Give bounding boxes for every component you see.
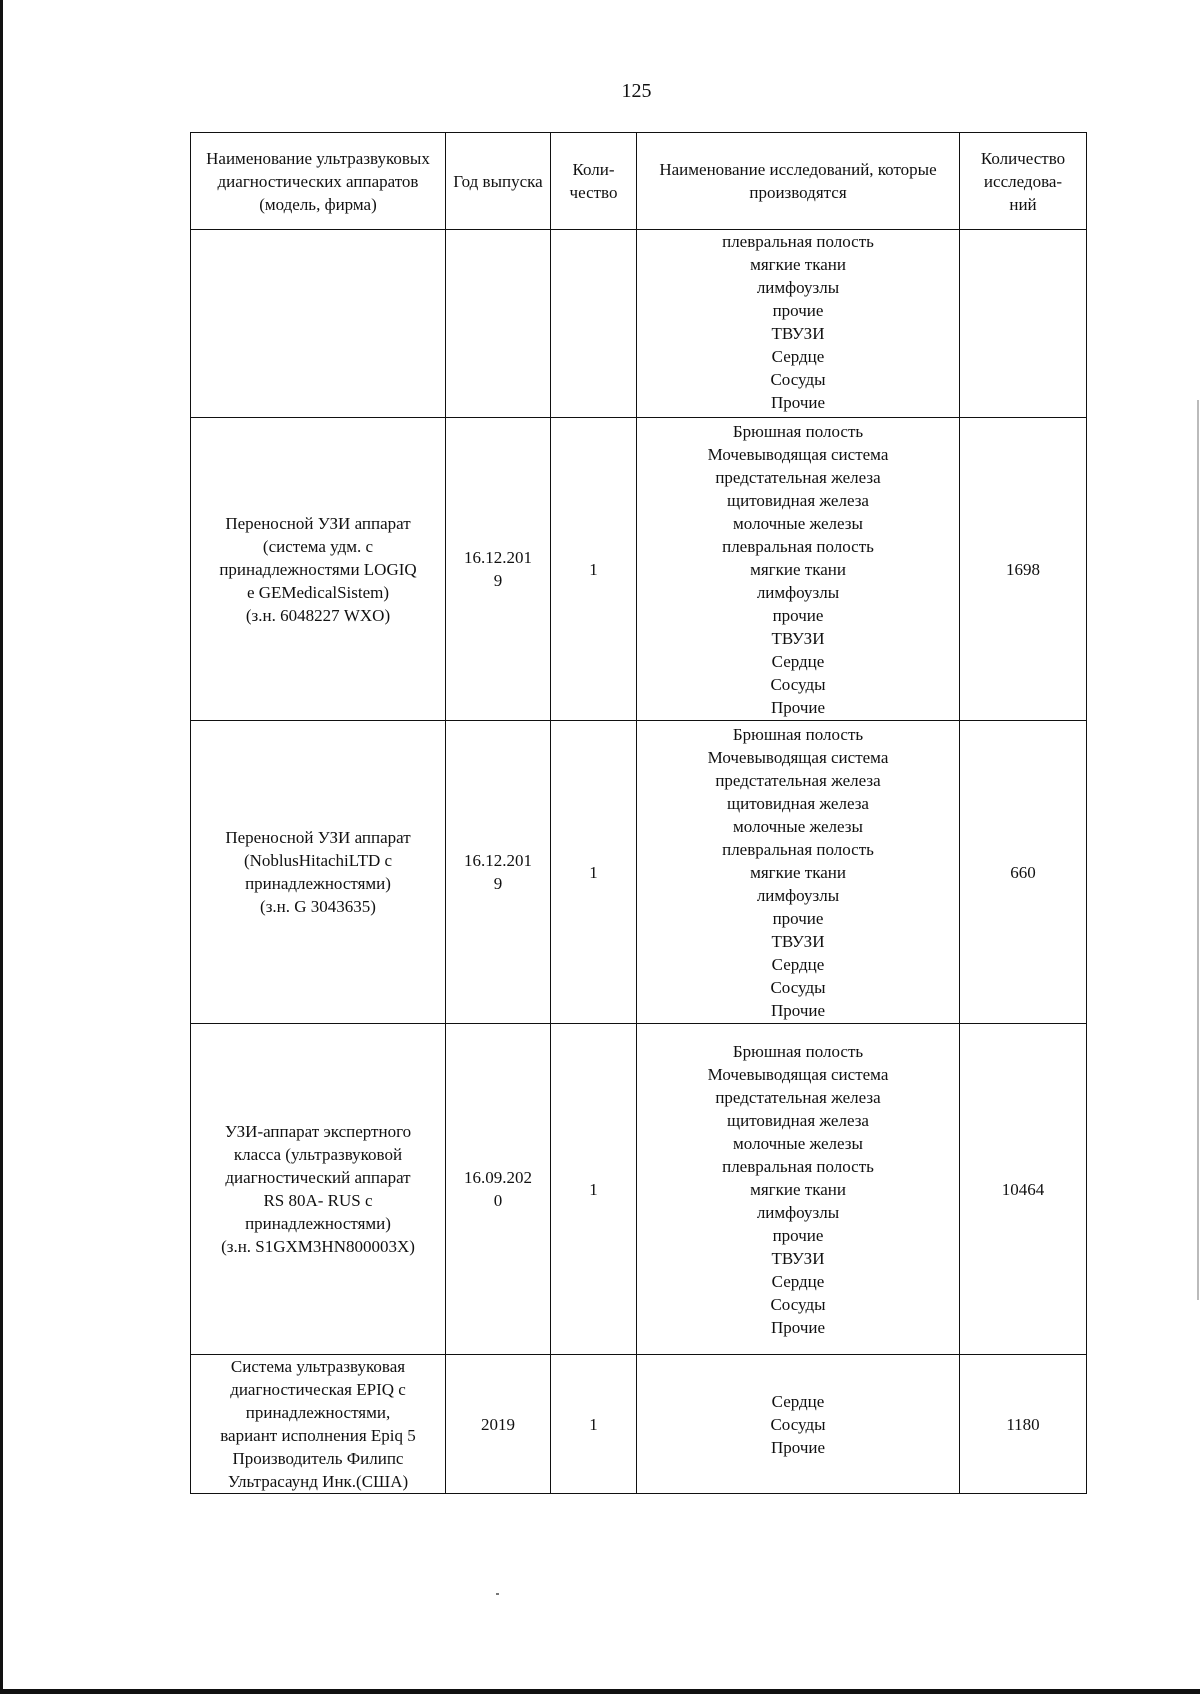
study-item: прочие — [772, 605, 824, 625]
study-item: ТВУЗИ — [771, 628, 825, 648]
study-item: Сосуды — [770, 674, 826, 694]
studies-cell — [637, 1355, 960, 1494]
header-quantity: Коли- чество — [551, 133, 637, 230]
study-item: Сердце — [771, 954, 825, 974]
device-name-cell — [191, 230, 446, 418]
study-item: лимфоузлы — [756, 278, 840, 297]
study-item: лимфоузлы — [756, 885, 840, 905]
study-item: плевральная полость — [722, 232, 874, 251]
study-item: Сердце — [771, 347, 825, 366]
study-item: Сосуды — [770, 370, 826, 389]
study-item: плевральная полость — [722, 536, 874, 556]
scan-border-right — [1197, 400, 1199, 1300]
studies-list — [641, 230, 955, 414]
table-row — [191, 1355, 1087, 1494]
quantity-cell: 1 — [551, 1024, 637, 1355]
device-name-cell: УЗИ-аппарат экспертного класса (ультразвуковой диагностический аппарат RS 80A- RUS с принадлежностями) (з.н. S1GXM3HN800003X) — [191, 1024, 446, 1355]
study-count-cell: 1698 — [960, 418, 1087, 721]
scan-border-left — [0, 0, 3, 1694]
study-count-cell: 1180 — [960, 1355, 1087, 1494]
table-header-row — [191, 133, 1087, 230]
study-item: молочные железы — [733, 1133, 863, 1153]
studies-cell — [637, 721, 960, 1024]
study-item: Прочие — [770, 393, 826, 412]
year-cell: 16.12.201 9 — [446, 721, 551, 1024]
study-item: мягкие ткани — [750, 1179, 846, 1199]
quantity-cell: 1 — [551, 721, 637, 1024]
year-cell: 2019 — [446, 1355, 551, 1494]
study-item: прочие — [772, 1225, 824, 1245]
study-item: плевральная полость — [722, 839, 874, 859]
study-item: молочные железы — [733, 816, 863, 836]
header-study-count: Количество исследова- ний — [960, 133, 1087, 230]
study-item: Мочевыводящая система — [707, 1064, 889, 1084]
device-name-cell: Переносной УЗИ аппарат (система удм. с принадлежностями LOGIQ e GEMedicalSistem) (з.н. 6048227 WXO) — [191, 418, 446, 721]
page-number: 125 — [621, 80, 652, 102]
study-item: щитовидная железа — [727, 490, 869, 510]
study-item: молочные железы — [733, 513, 863, 533]
study-item: Сердце — [771, 651, 825, 671]
equipment-table — [190, 132, 1087, 1494]
study-item: Прочие — [770, 1317, 826, 1337]
study-item: Сердце — [771, 1271, 825, 1291]
table-row — [191, 230, 1087, 418]
studies-list — [641, 1390, 955, 1459]
study-item: Брюшная полость — [732, 1041, 864, 1061]
study-item: Прочие — [770, 1000, 826, 1020]
studies-cell — [637, 230, 960, 418]
study-item: прочие — [772, 908, 824, 928]
study-item: предстательная железа — [715, 770, 881, 790]
study-item: щитовидная железа — [727, 1110, 869, 1130]
study-item: Сердце — [771, 1391, 825, 1411]
studies-list — [641, 723, 955, 1022]
study-count-cell: 10464 — [960, 1024, 1087, 1355]
study-item: щитовидная железа — [727, 793, 869, 813]
study-item: прочие — [772, 301, 824, 320]
study-item: Сосуды — [770, 1294, 826, 1314]
study-count-cell: 660 — [960, 721, 1087, 1024]
study-item: Сосуды — [770, 977, 826, 997]
study-item: мягкие ткани — [750, 862, 846, 882]
scan-speck — [496, 1593, 499, 1595]
study-item: плевральная полость — [722, 1156, 874, 1176]
study-count-cell — [960, 230, 1087, 418]
study-item: Брюшная полость — [732, 421, 864, 441]
device-name-cell: Система ультразвуковая диагностическая EPIQ с принадлежностями, вариант исполнения Epiq 5 Производитель Филипс Ультрасаунд Инк.(США) — [191, 1355, 446, 1494]
table-row — [191, 418, 1087, 721]
year-cell: 16.12.201 9 — [446, 418, 551, 721]
study-item: лимфоузлы — [756, 582, 840, 602]
study-item: мягкие ткани — [750, 559, 846, 579]
header-device-name: Наименование ультразвуковых диагностических аппаратов (модель, фирма) — [191, 133, 446, 230]
quantity-cell: 1 — [551, 1355, 637, 1494]
study-item: предстательная железа — [715, 467, 881, 487]
year-cell: 16.09.202 0 — [446, 1024, 551, 1355]
header-studies: Наименование исследований, которые производятся — [637, 133, 960, 230]
study-item: ТВУЗИ — [771, 931, 825, 951]
year-cell — [446, 230, 551, 418]
study-item: Сосуды — [770, 1414, 826, 1434]
study-item: мягкие ткани — [750, 255, 846, 274]
studies-cell — [637, 1024, 960, 1355]
study-item: лимфоузлы — [756, 1202, 840, 1222]
header-year: Год выпуска — [446, 133, 551, 230]
device-name-cell: Переносной УЗИ аппарат (NoblusHitachiLTD с принадлежностями) (з.н. G 3043635) — [191, 721, 446, 1024]
study-item: ТВУЗИ — [771, 324, 825, 343]
study-item: Прочие — [770, 697, 826, 717]
table-row — [191, 721, 1087, 1024]
studies-cell — [637, 418, 960, 721]
studies-list — [641, 1040, 955, 1339]
study-item: Прочие — [770, 1437, 826, 1457]
studies-list — [641, 420, 955, 719]
table-row — [191, 1024, 1087, 1355]
study-item: Брюшная полость — [732, 724, 864, 744]
quantity-cell — [551, 230, 637, 418]
study-item: предстательная железа — [715, 1087, 881, 1107]
quantity-cell: 1 — [551, 418, 637, 721]
study-item: Мочевыводящая система — [707, 444, 889, 464]
study-item: ТВУЗИ — [771, 1248, 825, 1268]
scan-border-bottom — [0, 1689, 1200, 1694]
study-item: Мочевыводящая система — [707, 747, 889, 767]
